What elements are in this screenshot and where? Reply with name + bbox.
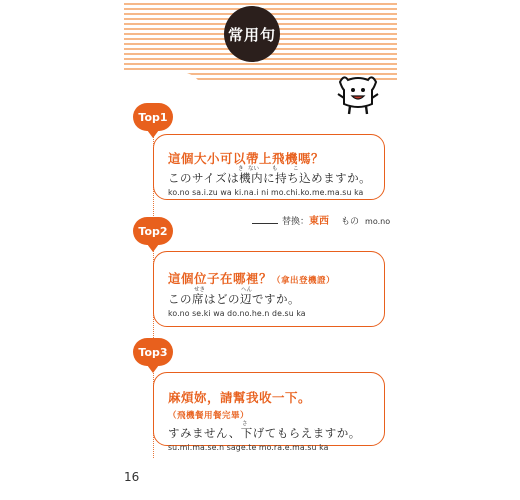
top1-badge: Top1 — [133, 103, 173, 131]
furigana: も — [272, 166, 278, 172]
furigana: こ — [293, 166, 299, 172]
section-title: 常用句 — [227, 25, 276, 44]
furigana: き — [238, 166, 244, 172]
phrase-card-2 — [153, 251, 385, 327]
japanese-phrase: すみません、下げてもらえますか。 — [168, 426, 361, 440]
banner-cutout — [124, 72, 204, 96]
phrase-card-3 — [153, 372, 385, 452]
chinese-phrase: 這個大小可以帶上飛機嗎？ — [168, 151, 325, 166]
furigana: せき — [194, 287, 206, 293]
phrase-card-1 — [153, 134, 385, 200]
japanese-line — [168, 421, 384, 441]
chinese-phrase: 這個位子在哪裡？（拿出登機證） — [168, 271, 336, 286]
romaji: su.mi.ma.se.n sage.te mo.ra.e.ma.su ka — [168, 443, 329, 452]
page-number: 16 — [124, 470, 140, 484]
furigana: ない — [248, 166, 260, 172]
top2-badge: Top2 — [133, 217, 173, 245]
japanese-phrase: このサイズは機内に持ち込めますか。 — [168, 171, 372, 185]
japanese-phrase: この席はどの辺ですか。 — [168, 292, 300, 306]
romaji: ko.no se.ki wa do.no.he.n de.su ka — [168, 309, 306, 318]
top3-badge: Top3 — [133, 338, 173, 366]
romaji: ko.no sa.i.zu wa ki.na.i ni mo.chi.ko.me.ma.su ka — [168, 188, 364, 197]
furigana: へん — [241, 287, 253, 293]
blank-line — [252, 223, 278, 224]
section-title-badge — [224, 6, 280, 62]
furigana: さ — [242, 421, 248, 427]
japanese-line — [168, 167, 384, 186]
replacement-row: 替換： 東西 もの mo.no — [252, 212, 390, 227]
japanese-line — [168, 287, 384, 307]
chinese-phrase: 麻煩妳，請幫我收一下。（飛機餐用餐完畢） — [168, 390, 312, 421]
mascot-icon — [336, 72, 380, 116]
